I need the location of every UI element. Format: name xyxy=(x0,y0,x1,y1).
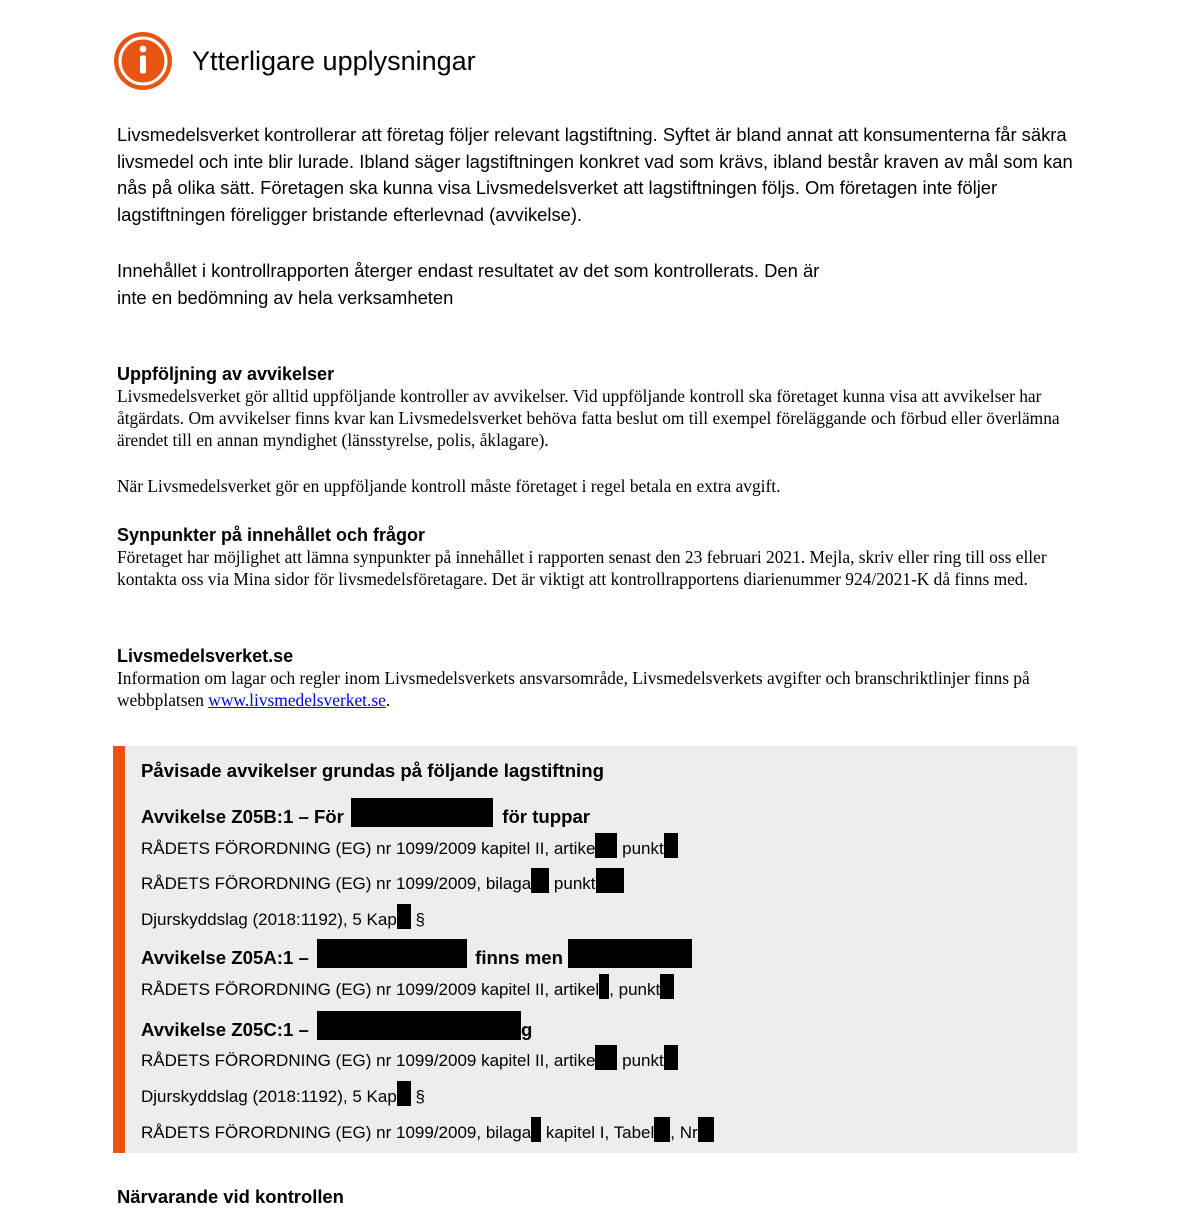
followup-heading: Uppföljning av avvikelser xyxy=(117,364,335,384)
intro-paragraph xyxy=(117,122,1087,228)
website-text xyxy=(117,667,1087,711)
followup-text: Livsmedelsverket gör alltid uppföljande kontroller av avvikelser. Vid uppföljande kontroll ska företaget kunna visa att avvikelser har åtgärdats. Om avvikelser finns kvar kan Livsmedelsverket behöva fatta beslut om till exempel föreläggande och förbud eller överlämna ärendet till en annan myndighet (länsstyrelse, polis, åklagare). xyxy=(117,386,1060,450)
followup-section xyxy=(117,363,1087,451)
deviation-z05a-ref-1: RÅDETS FÖRORDNING (EG) nr 1099/2009 kapitel II, artikel , punkt xyxy=(141,974,674,1000)
deviation-z05b-ref-2: RÅDETS FÖRORDNING (EG) nr 1099/2009, bilaga punkt xyxy=(141,868,624,894)
website-heading: Livsmedelsverket.se xyxy=(117,646,294,666)
legal-basis-box xyxy=(113,746,1077,1153)
deviation-z05c-ref-3: RÅDETS FÖRORDNING (EG) nr 1099/2009, bilaga kapitel I, Tabel , Nr xyxy=(141,1117,714,1143)
redaction-block xyxy=(317,1011,521,1040)
info-icon xyxy=(113,31,173,91)
redaction-block xyxy=(317,939,467,968)
redaction-block xyxy=(654,1117,670,1142)
deviation-z05b: Avvikelse Z05B:1 – För för tuppar xyxy=(141,798,590,828)
intro-text-line-1: Innehållet i kontrollrapporten återger endast resultatet av det som kontrollerats. Den är xyxy=(117,260,820,281)
feedback-heading: Synpunkter på innehållet och frågor xyxy=(117,525,426,545)
deviation-z05c-ref-1: RÅDETS FÖRORDNING (EG) nr 1099/2009 kapitel II, artike punkt xyxy=(141,1045,678,1071)
redaction-block xyxy=(568,939,692,968)
redaction-block xyxy=(351,798,493,827)
redaction-block xyxy=(698,1117,714,1142)
deviation-z05c: Avvikelse Z05C:1 – g xyxy=(141,1011,532,1041)
deviation-z05b-ref-1: RÅDETS FÖRORDNING (EG) nr 1099/2009 kapitel II, artike punkt xyxy=(141,833,678,859)
page-title: Ytterligare upplysningar xyxy=(192,45,476,76)
legal-box-heading: Påvisade avvikelser grundas på följande lagstiftning xyxy=(141,760,604,781)
redaction-block xyxy=(595,1045,617,1070)
followup-fee-text: När Livsmedelsverket gör en uppföljande kontroll måste företaget i regel betala en extra avgift. xyxy=(117,476,781,496)
deviation-z05c-ref-2: Djurskyddslag (2018:1192), 5 Kap § xyxy=(141,1081,425,1107)
feedback-text: Företaget har möjlighet att lämna synpunkter på innehållet i rapporten senast den 23 februari 2021. Mejla, skriv eller ring till oss eller kontakta oss via Mina sidor för livsmedelsföretagare. Det är viktigt att kontrollrapportens diarienummer 924/2021-K då finns med. xyxy=(117,547,1047,589)
deviation-z05b-ref-3: Djurskyddslag (2018:1192), 5 Kap § xyxy=(141,904,425,930)
redaction-block xyxy=(531,1117,541,1142)
website-text-before: Information om lagar och regler inom Livsmedelsverkets ansvarsområde, Livsmedelsverkets avgifter och branschriktlinjer finns på webbplatsen xyxy=(117,668,1030,710)
website-text-after: . xyxy=(385,690,391,710)
redaction-block xyxy=(664,833,678,858)
intro-paragraph-2 xyxy=(117,257,917,311)
page-header xyxy=(113,31,476,91)
present-at-inspection-heading: Närvarande vid kontrollen xyxy=(117,1186,344,1207)
intro-text: Livsmedelsverket kontrollerar att företag följer relevant lagstiftning. Syftet är bland annat att konsumenterna får säkra livsmedel och inte blir lurade. Ibland säger lagstiftningen konkret vad som krävs, ibland består kraven av mål som kan nås på olika sätt. Företagen ska kunna visa Livsmedelsverket att lagstiftningen följs. Om företagen inte följer lagstiftningen föreligger bristande efterlevnad (avvikelse). xyxy=(117,124,1073,225)
deviation-z05a: Avvikelse Z05A:1 – finns men xyxy=(141,939,692,969)
feedback-section xyxy=(117,524,1087,590)
redaction-block xyxy=(397,904,411,929)
redaction-block xyxy=(531,868,549,893)
website-section xyxy=(117,645,1087,711)
website-link[interactable]: www.livsmedelsverket.se xyxy=(208,690,386,710)
redaction-block xyxy=(596,868,624,893)
redaction-block xyxy=(664,1045,678,1070)
redaction-block xyxy=(595,833,617,858)
redaction-block xyxy=(660,974,674,999)
followup-fee-section xyxy=(117,475,1087,497)
redaction-block xyxy=(397,1081,411,1106)
intro-text-line-2: inte en bedömning av hela verksamheten xyxy=(117,287,454,308)
redaction-block xyxy=(599,974,609,999)
